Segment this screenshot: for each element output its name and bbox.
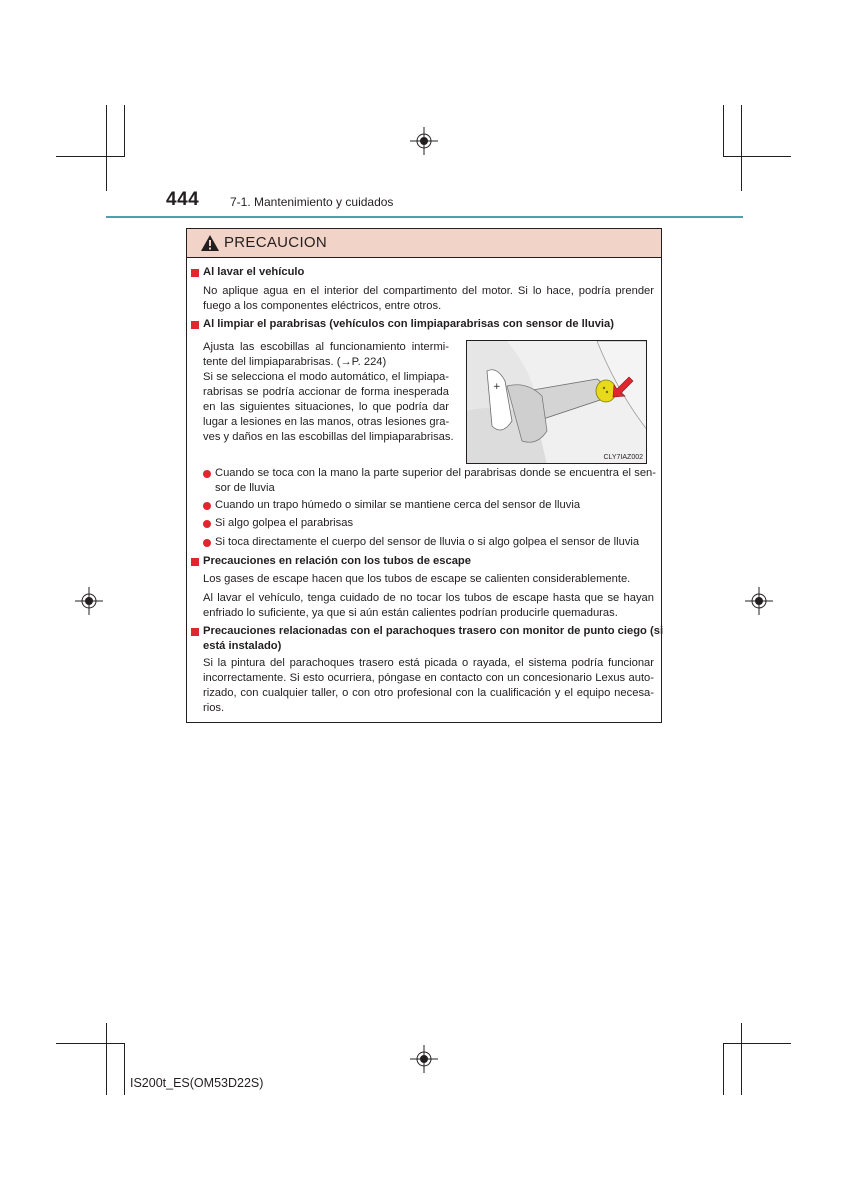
section-heading: Precauciones en relación con los tubos de escape — [203, 555, 471, 567]
paragraph — [203, 656, 654, 716]
section-marker — [191, 269, 199, 277]
text-line: ves y daños en las escobillas del limpiaparabrisas. — [203, 431, 454, 443]
section-marker — [191, 628, 199, 636]
text-line: sor de lluvia — [215, 482, 275, 494]
paragraph — [203, 591, 654, 621]
text-line: rios. — [203, 702, 225, 714]
image-code: CLY7IAZ002 — [603, 454, 643, 461]
text-line: Si la pintura del parachoques trasero está picada o rayada, el sistema podría funcionar — [203, 657, 654, 669]
text-line: rabrisas se podría accionar de forma inesperada — [203, 386, 449, 398]
page-number: 444 — [166, 189, 200, 210]
registration-mark-icon — [75, 587, 103, 615]
section-title: 7-1. Mantenimiento y cuidados — [230, 195, 394, 209]
text-line: Si algo golpea el parabrisas — [215, 517, 354, 529]
text-line: Si se selecciona el modo automático, el limpiapa- — [203, 371, 449, 383]
manual-code: IS200t_ES(OM53D22S) — [130, 1076, 264, 1090]
registration-mark-icon — [410, 1045, 438, 1073]
text-line: rizado, con cualquier taller, o con otro profesional con la cualificación y el equipo necesa- — [203, 687, 654, 699]
text-line: Al lavar el vehículo, tenga cuidado de no tocar los tubos de escape hasta que se hayan — [203, 592, 654, 604]
text-line: fuego a los componentes eléctricos, entre otros. — [203, 300, 442, 312]
registration-mark-icon — [410, 127, 438, 155]
text-line: en las siguientes situaciones, lo que podría dar — [203, 401, 449, 413]
warning-triangle-icon — [200, 234, 220, 252]
bullet-item — [215, 535, 656, 550]
section-marker — [191, 321, 199, 329]
text-line: Si toca directamente el cuerpo del sensor de lluvia o si algo golpea el sensor de lluvia — [215, 536, 640, 548]
bullet-dot — [203, 470, 211, 478]
heading-line: está instalado) — [203, 640, 282, 652]
text-line: enfriado lo suficiente, ya que si aún están calientes podrían producirle quemaduras. — [203, 607, 618, 619]
paragraph — [203, 572, 654, 587]
bullet-item — [215, 516, 656, 531]
section-heading: Al lavar el vehículo — [203, 266, 305, 278]
paragraph — [203, 284, 654, 314]
text-line: tente del limpiaparabrisas. (→P. 224) — [203, 356, 387, 368]
registration-mark-icon — [745, 587, 773, 615]
bullet-dot — [203, 520, 211, 528]
header-rule — [106, 216, 743, 218]
caution-header — [187, 229, 661, 258]
text-line: lugar a lesiones en las manos, otras lesiones gra- — [203, 416, 450, 428]
text-line: Los gases de escape hacen que los tubos de escape se calienten considerablemente. — [203, 573, 631, 585]
wiper-lever-drawing — [467, 341, 647, 464]
bullet-dot — [203, 539, 211, 547]
section-heading — [203, 624, 664, 654]
bullet-item — [215, 498, 656, 513]
bullet-item — [215, 466, 656, 496]
heading-line: Precauciones relacionadas con el parachoques trasero con monitor de punto ciego (si — [203, 625, 664, 637]
section-marker — [191, 558, 199, 566]
text-line: No aplique agua en el interior del compartimento del motor. Si lo hace, podría prender — [203, 285, 654, 297]
svg-text:+: + — [493, 382, 501, 392]
paragraph — [203, 340, 454, 445]
wiper-switch-illustration — [466, 340, 647, 464]
text-line: Cuando se toca con la mano la parte superior del parabrisas donde se encuentra el sen- — [215, 467, 656, 479]
text-line: incorrectamente. Si esto ocurriera, póngase en contacto con un concesionario Lexus auto- — [203, 672, 654, 684]
text-line: Cuando un trapo húmedo o similar se mantiene cerca del sensor de lluvia — [215, 499, 581, 511]
section-heading: Al limpiar el parabrisas (vehículos con limpiaparabrisas con sensor de lluvia) — [203, 318, 614, 330]
text-line: Ajusta las escobillas al funcionamiento intermi- — [203, 341, 449, 353]
bullet-dot — [203, 502, 211, 510]
caution-title: PRECAUCION — [224, 234, 328, 251]
